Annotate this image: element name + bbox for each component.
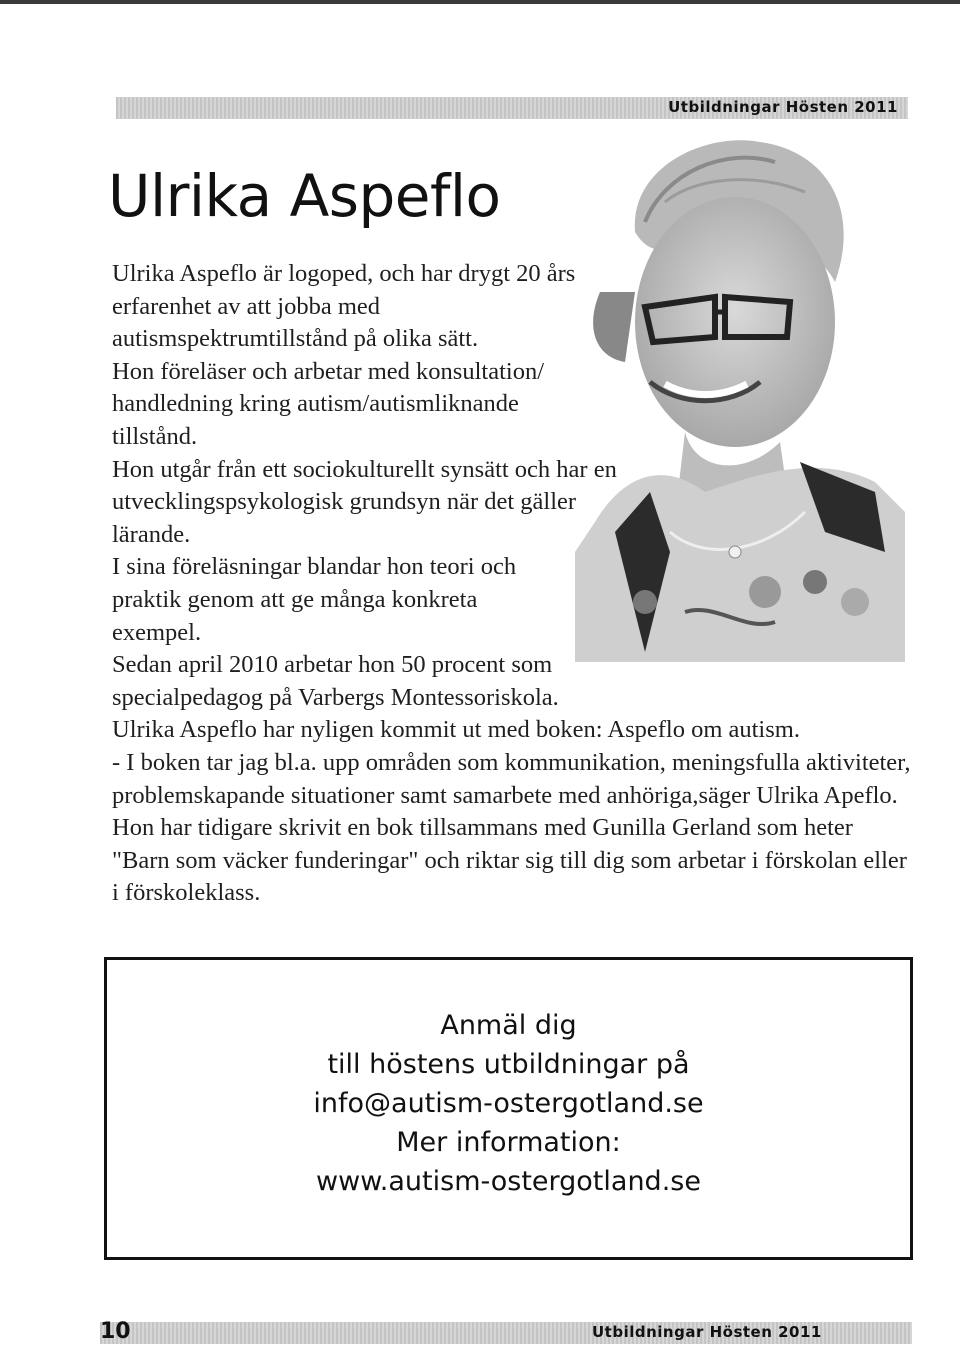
bio-paragraph: Ulrika Aspeflo är logoped, och har drygt 20 års erfarenhet av att jobba med autismspektrumtillstånd på olika sätt.: [112, 260, 576, 353]
page-number: 10: [100, 1319, 131, 1344]
website-link[interactable]: www.autism-ostergotland.se: [316, 1166, 701, 1197]
bio-paragraph: Sedan april 2010 arbetar hon 50 procent som specialpedagog på Varbergs Montessoriskola.: [112, 651, 559, 711]
contact-email-link[interactable]: info@autism-ostergotland.se: [313, 1088, 704, 1119]
registration-box: [104, 957, 913, 1260]
running-header-title: Utbildningar Hösten 2011: [668, 98, 898, 116]
cta-heading: Anmäl dig: [440, 1010, 577, 1041]
bio-paragraph: Ulrika Aspeflo har nyligen kommit ut med boken: Aspeflo om autism.: [112, 716, 800, 744]
bio-paragraph: Hon utgår från ett sociokulturellt synsätt och har en utvecklingspsykologisk grundsyn när det gäller lärande.: [112, 455, 617, 548]
bio-paragraph: Hon har tidigare skrivit en bok tillsammans med Gunilla Gerland som heter "Barn som väcker funderingar" och riktar sig till dig som arbetar i förskolan eller i förskoleklass.: [112, 814, 907, 907]
more-info-label: Mer information:: [396, 1127, 621, 1158]
running-footer-title: Utbildningar Hösten 2011: [592, 1323, 822, 1341]
article-body: [112, 258, 912, 910]
bio-paragraph: I sina föreläsningar blandar hon teori och praktik genom att ge många konkreta exempel.: [112, 553, 517, 646]
article-headline: Ulrika Aspeflo: [108, 162, 501, 230]
cta-subheading: till höstens utbildningar på: [327, 1049, 690, 1080]
top-rule: [0, 0, 960, 4]
bio-paragraph: Hon föreläser och arbetar med konsultation/ handledning kring autism/autismliknande tillstånd.: [112, 357, 545, 450]
bio-paragraph: - I boken tar jag bl.a. upp områden som kommunikation, meningsfulla aktiviteter, problemskapande situationer samt samarbete med anhöriga,säger Ulrika Apeflo.: [112, 748, 911, 809]
running-header: [116, 97, 908, 119]
running-footer: [100, 1319, 912, 1344]
